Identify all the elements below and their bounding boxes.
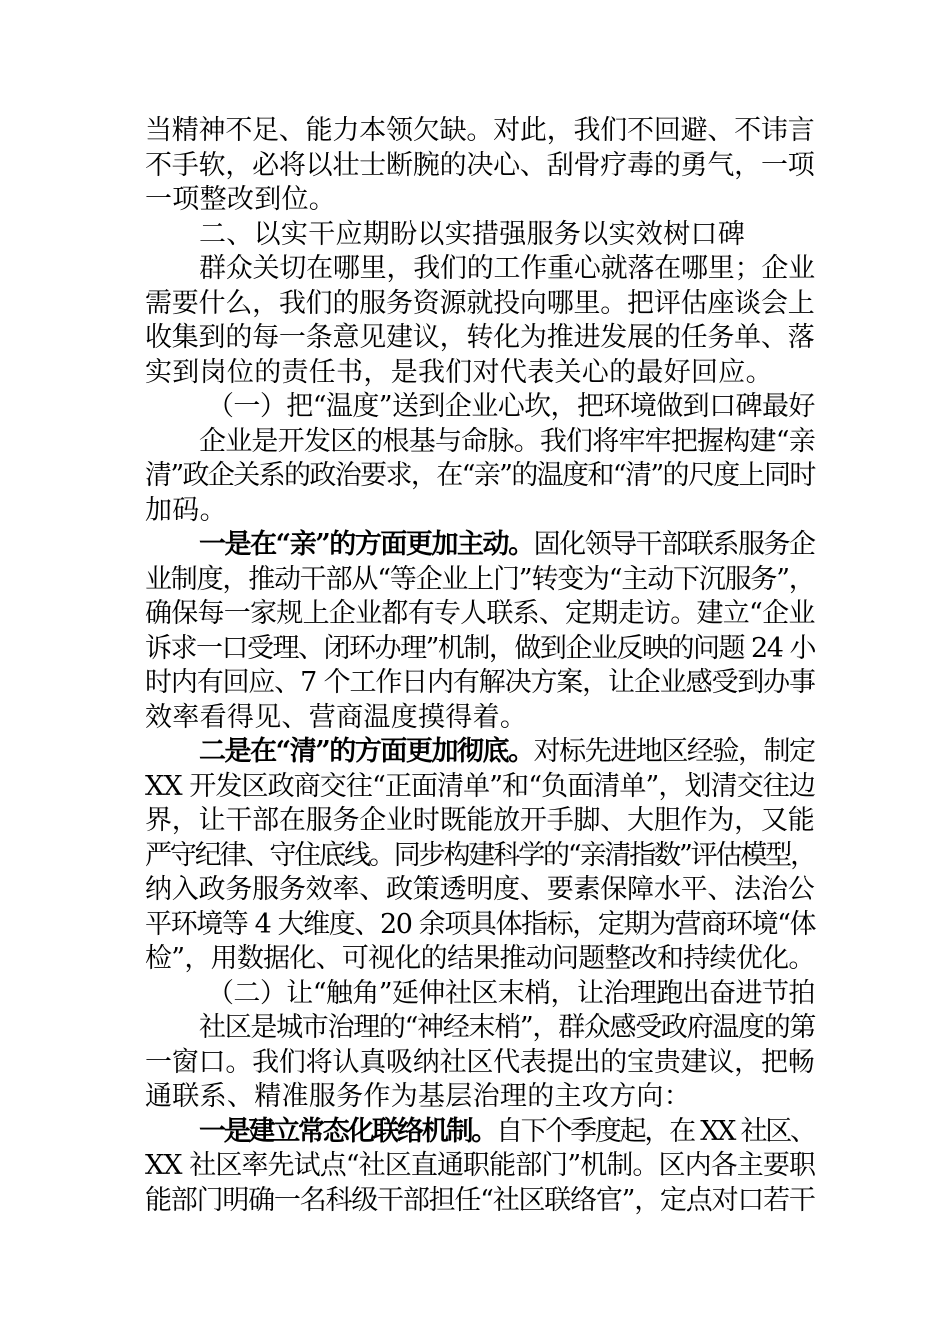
section-heading: 二、以实干应期盼以实措强服务以实效树口碑 xyxy=(199,218,745,250)
bold-lead: 一是在“亲”的方面更加主动。 xyxy=(199,529,534,560)
text-line: 收集到的每一条意见建议，转化为推进发展的任务单、落 xyxy=(145,322,815,353)
text-line: 检”，用数据化、可视化的结果推动问题整改和持续优化。 xyxy=(145,943,815,974)
lead-text: 固化领导干部联系服务企 xyxy=(533,529,815,560)
text-line: 确保每一家规上企业都有专人联系、定期走访。建立“企业 xyxy=(145,598,815,629)
document-page xyxy=(145,114,815,1218)
bold-lead: 二是在“清”的方面更加彻底。 xyxy=(199,736,534,767)
text-line: 需要什么，我们的服务资源就投向哪里。把评估座谈会上 xyxy=(145,287,815,319)
paragraph-start xyxy=(145,735,815,770)
text-line: 清”政企关系的政治要求，在“亲”的温度和“清”的尺度上同时 xyxy=(145,460,815,491)
subsection-heading: （二）让“触角”延伸社区末梢，让治理跑出奋进节拍 xyxy=(207,977,815,1009)
lead-text: 自下个季度起，在 XX 社区、 xyxy=(495,1115,815,1147)
text-line: 实到岗位的责任书，是我们对代表关心的最好回应。 xyxy=(145,356,773,388)
lead-text: 对标先进地区经验，制定 xyxy=(533,736,815,767)
paragraph-start xyxy=(145,528,815,563)
text-line: 效率看得见、营商温度摸得着。 xyxy=(145,701,528,733)
text-line: 界，让干部在服务企业时既能放开手脚、大胆作为，又能 xyxy=(145,805,815,836)
text-line: 纳入政务服务效率、政策透明度、要素保障水平、法治公 xyxy=(145,874,815,905)
text-line: 业制度，推动干部从“等企业上门”转变为“主动下沉服务”， xyxy=(145,563,815,595)
text-line: XX 开发区政商交往“正面清单”和“负面清单”，划清交往边 xyxy=(145,770,815,802)
text-line: 当精神不足、能力本领欠缺。对此，我们不回避、不讳言 xyxy=(145,115,815,146)
text-line: 加码。 xyxy=(145,494,227,526)
text-line: 诉求一口受理、闭环办理”机制，做到企业反映的问题 24 小 xyxy=(145,632,816,664)
bold-lead: 一是建立常态化联络机制。 xyxy=(199,1115,496,1147)
text-line: XX 社区率先试点“社区直通职能部门”机制。区内各主要职 xyxy=(145,1150,816,1181)
text-line: 时内有回应、7 个工作日内有解决方案，让企业感受到办事 xyxy=(145,667,815,698)
paragraph-start xyxy=(145,1115,815,1150)
subsection-heading: （一）把“温度”送到企业心坎，把环境做到口碑最好 xyxy=(207,391,815,422)
paragraph-start: 群众关切在哪里，我们的工作重心就落在哪里；企业 xyxy=(199,253,815,284)
text-line: 一窗口。我们将认真吸纳社区代表提出的宝贵建议，把畅 xyxy=(145,1046,815,1078)
paragraph-start: 企业是开发区的根基与命脉。我们将牢牢把握构建“亲 xyxy=(199,425,816,457)
text-line: 平环境等 4 大维度、20 余项具体指标，定期为营商环境“体 xyxy=(145,908,816,940)
text-line: 不手软，必将以壮士断腕的决心、刮骨疗毒的勇气，一项 xyxy=(145,149,815,181)
paragraph-start: 社区是城市治理的“神经末梢”，群众感受政府温度的第 xyxy=(199,1012,816,1043)
text-line: 严守纪律、守住底线。同步构建科学的“亲清指数”评估模型， xyxy=(145,839,816,871)
text-line: 一项整改到位。 xyxy=(145,184,337,215)
text-line: 能部门明确一名科级干部担任“社区联络官”，定点对口若干 xyxy=(145,1184,815,1216)
text-line: 通联系、精准服务作为基层治理的主攻方向： xyxy=(145,1081,691,1112)
